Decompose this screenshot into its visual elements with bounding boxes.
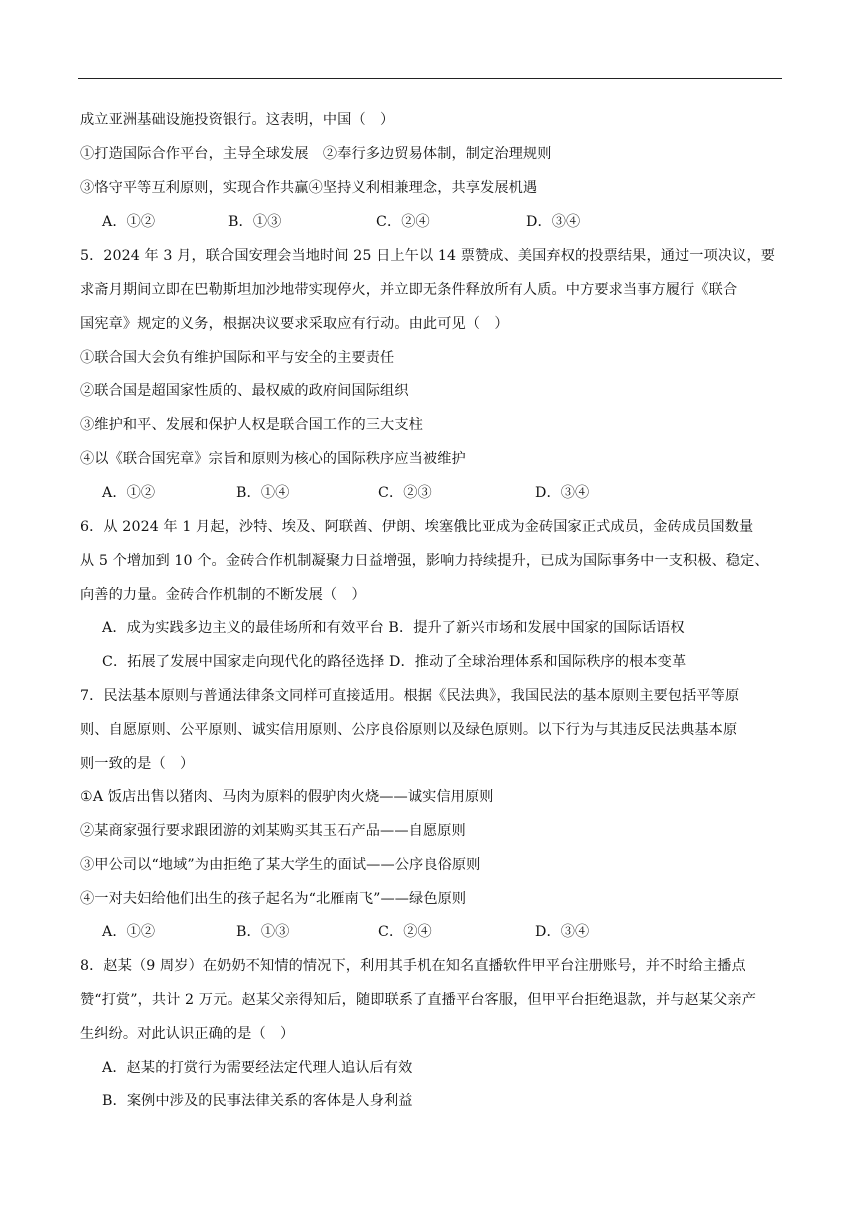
header-rule (78, 78, 782, 79)
q6-stem-line-1: 6．从 2024 年 1 月起，沙特、埃及、阿联酋、伊朗、埃塞俄比亚成为金砖国家正式成员，金砖成员国数量 (80, 519, 754, 535)
q4-option-a[interactable]: A．①② (102, 214, 156, 230)
q7-stem-line-3: 则一致的是（ ） (80, 756, 195, 772)
q7-statement-1: ①A 饭店出售以猪肉、马肉为原料的假驴肉火烧——诚实信用原则 (80, 789, 494, 805)
q4-statement-3-4: ③恪守平等互利原则，实现合作共赢④坚持义利相兼理念，共享发展机遇 (80, 180, 538, 196)
q7-statement-3: ③甲公司以“地域”为由拒绝了某大学生的面试——公序良俗原则 (80, 857, 481, 873)
q6-stem-line-2: 从 5 个增加到 10 个。金砖合作机制凝聚力日益增强，影响力持续提升，已成为国际事务中一支积极、稳定、 (80, 553, 769, 569)
q7-options (102, 922, 589, 942)
q5-stem-line-2: 求斋月期间立即在巴勒斯坦加沙地带实现停火，并立即无条件释放所有人质。中方要求当事方履行《联合 (80, 282, 738, 298)
q4-stem-tail: 成立亚洲基础设施投资银行。这表明，中国（ ） (80, 112, 395, 128)
q5-stem-line-1: 5．2024 年 3 月，联合国安理会当地时间 25 日上午以 14 票赞成、美国弃权的投票结果，通过一项决议，要 (80, 248, 776, 264)
q5-option-d[interactable]: D．③④ (535, 485, 590, 501)
q7-option-b[interactable]: B．①③ (236, 924, 290, 940)
q6-options-line-2[interactable]: C．拓展了发展中国家走向现代化的路径选择 D．推动了全球治理体系和国际秩序的根本变革 (102, 654, 687, 670)
q4-options (102, 212, 580, 232)
q8-stem-line-1: 8．赵某（9 周岁）在奶奶不知情的情况下，利用其手机在知名直播软件甲平台注册账号，并不时给主播点 (80, 958, 746, 974)
q4-option-d[interactable]: D．③④ (526, 214, 581, 230)
q5-statement-4: ④以《联合国宪章》宗旨和原则为核心的国际秩序应当被维护 (80, 451, 466, 467)
q7-option-c[interactable]: C．②④ (378, 924, 432, 940)
q8-stem-line-3: 生纠纷。对此认识正确的是（ ） (80, 1026, 295, 1042)
q8-option-b[interactable]: B．案例中涉及的民事法律关系的客体是人身利益 (102, 1093, 413, 1109)
q5-option-c[interactable]: C．②③ (378, 485, 432, 501)
q5-statement-2: ②联合国是超国家性质的、最权威的政府间国际组织 (80, 383, 409, 399)
q4-statement-1-2: ①打造国际合作平台，主导全球发展 ②奉行多边贸易体制，制定治理规则 (80, 146, 552, 162)
q7-option-d[interactable]: D．③④ (535, 924, 590, 940)
q7-statement-2: ②某商家强行要求跟团游的刘某购买其玉石产品——自愿原则 (80, 823, 466, 839)
q7-stem-line-1: 7．民法基本原则与普通法律条文同样可直接适用。根据《民法典》，我国民法的基本原则主要包括平等原 (80, 688, 740, 704)
q5-option-a[interactable]: A．①② (102, 485, 156, 501)
q6-options-line-1[interactable]: A．成为实践多边主义的最佳场所和有效平台 B．提升了新兴市场和发展中国家的国际话语权 (102, 620, 685, 636)
q7-stem-line-2: 则、自愿原则、公平原则、诚实信用原则、公序良俗原则以及绿色原则。以下行为与其违反民法典基本原 (80, 722, 738, 738)
q4-option-c[interactable]: C．②④ (376, 214, 430, 230)
q8-stem-line-2: 赞“打赏”，共计 2 万元。赵某父亲得知后，随即联系了直播平台客服，但甲平台拒绝退款，并与赵某父亲产 (80, 992, 756, 1008)
q5-option-b[interactable]: B．①④ (236, 485, 290, 501)
q5-statement-3: ③维护和平、发展和保护人权是联合国工作的三大支柱 (80, 417, 423, 433)
q5-options (102, 483, 589, 503)
q4-option-b[interactable]: B．①③ (228, 214, 282, 230)
q7-option-a[interactable]: A．①② (102, 924, 156, 940)
q5-stem-line-3: 国宪章》规定的义务，根据决议要求采取应有行动。由此可见（ ） (80, 316, 509, 332)
q5-statement-1: ①联合国大会负有维护国际和平与安全的主要责任 (80, 350, 395, 366)
q6-stem-line-3: 向善的力量。金砖合作机制的不断发展（ ） (80, 587, 366, 603)
q7-statement-4: ④一对夫妇给他们出生的孩子起名为“北雁南飞”——绿色原则 (80, 891, 467, 907)
q8-option-a[interactable]: A．赵某的打赏行为需要经法定代理人追认后有效 (102, 1060, 413, 1076)
